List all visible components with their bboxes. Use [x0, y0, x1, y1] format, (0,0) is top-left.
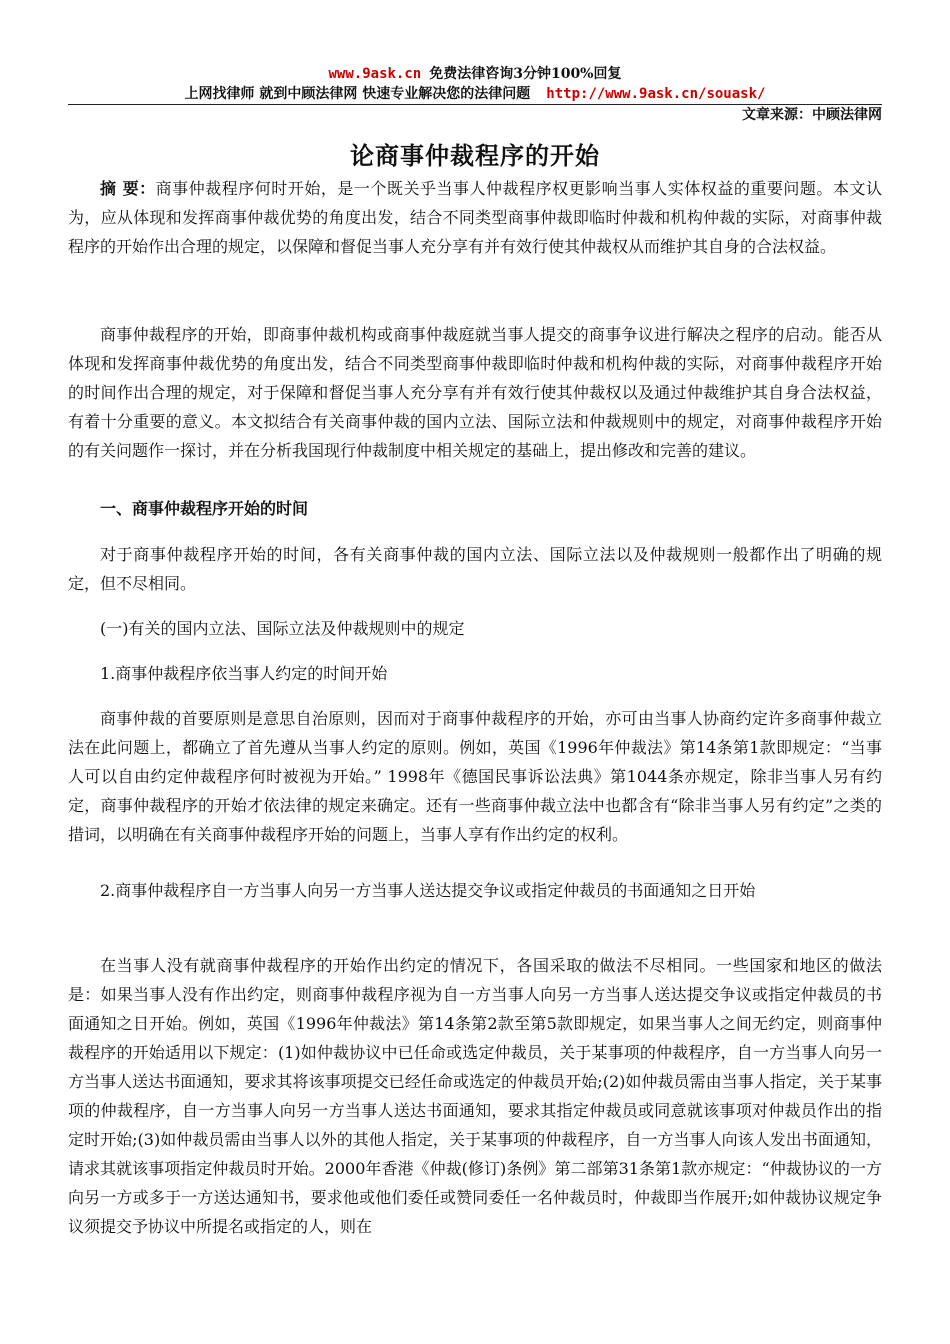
header-site-link[interactable]: www.9ask.cn	[328, 66, 422, 82]
header-promo-line	[0, 66, 950, 82]
header-slogan: 上网找律师 就到中顾法律网 快速专业解决您的法律问题	[184, 86, 531, 102]
abstract-label: 摘 要：	[100, 179, 156, 198]
item-1-paragraph: 商事仲裁的首要原则是意思自治原则，因而对于商事仲裁程序的开始，亦可由当事人协商约定许多商事仲裁立法在此问题上，都确立了首先遵从当事人约定的原则。例如，英国《1996年仲裁法》第14条第1款即规定：“当事人可以自由约定仲裁程序何时被视为开始。” 1998年《德国民事诉讼法典》第1044条亦规定，除非当事人另有约定，商事仲裁程序的开始才依法律的规定来确定。还有一些商事仲裁立法中也都含有“除非当事人另有约定”之类的措词，以明确在有关商事仲裁程序开始的问题上，当事人享有作出约定的权利。	[68, 709, 882, 844]
item-2-paragraph: 在当事人没有就商事仲裁程序的开始作出约定的情况下，各国采取的做法不尽相同。一些国家和地区的做法是：如果当事人没有作出约定，则商事仲裁程序视为自一方当事人向另一方当事人送达提交争议或指定仲裁员的书面通知之日开始。例如，英国《1996年仲裁法》第14条第2款至第5款即规定，如果当事人之间无约定，则商事仲裁程序的开始适用以下规定：(1)如仲裁协议中已任命或选定仲裁员，关于某事项的仲裁程序，自一方当事人向另一方当事人送达书面通知，要求其将该事项提交已经任命或选定的仲裁员开始;(2)如仲裁员需由当事人指定，关于某事项的仲裁程序，自一方当事人向另一方当事人送达书面通知，要求其指定仲裁员或同意就该事项对仲裁员作出的指定时开始;(3)如仲裁员需由当事人以外的其他人指定，关于某事项的仲裁程序，自一方当事人向该人发出书面通知，请求其就该事项指定仲裁员时开始。2000年香港《仲裁(修订)条例》第二部第31条第1款亦规定：“仲裁协议的一方向另一方或多于一方送达通知书，要求他或他们委任或赞同委任一名仲裁员时，仲裁即当作展开;如仲裁协议规定争议须提交予协议中所提名或指定的人，则在	[68, 956, 882, 1236]
header-divider	[68, 104, 882, 105]
item-1-heading: 1.商事仲裁程序依当事人约定的时间开始	[100, 664, 388, 683]
section-1-heading: 一、商事仲裁程序开始的时间	[100, 499, 309, 518]
header-url-link[interactable]: http://www.9ask.cn/souask/	[546, 86, 766, 102]
abstract-text: 商事仲裁程序何时开始，是一个既关乎当事人仲裁程序权更影响当事人实体权益的重要问题。本文认为，应从体现和发挥商事仲裁优势的角度出发，结合不同类型商事仲裁即临时仲裁和机构仲裁的实际，对商事仲裁程序的开始作出合理的规定，以保障和督促当事人充分享有并有效行使其仲裁权从而维护其自身的合法权益。	[68, 179, 882, 256]
article-source: 文章来源：中顾法律网	[742, 107, 882, 123]
abstract-paragraph	[68, 174, 882, 261]
section-1-intro-paragraph: 对于商事仲裁程序开始的时间，各有关商事仲裁的国内立法、国际立法以及仲裁规则一般都作出了明确的规定，但不尽相同。	[68, 545, 882, 593]
intro-paragraph: 商事仲裁程序的开始，即商事仲裁机构或商事仲裁庭就当事人提交的商事争议进行解决之程序的启动。能否从体现和发挥商事仲裁优势的角度出发，结合不同类型商事仲裁即临时仲裁和机构仲裁的实际，对商事仲裁程序开始的时间作出合理的规定，对于保障和督促当事人充分享有并有效行使其仲裁权以及通过仲裁维护其自身合法权益，有着十分重要的意义。本文拟结合有关商事仲裁的国内立法、国际立法和仲裁规则中的规定，对商事仲裁程序开始的有关问题作一探讨，并在分析我国现行仲裁制度中相关规定的基础上，提出修改和完善的建议。	[68, 325, 882, 460]
subsection-1-heading: (一)有关的国内立法、国际立法及仲裁规则中的规定	[100, 619, 465, 638]
header-slogan-line	[0, 86, 950, 102]
article-title: 论商事仲裁程序的开始	[350, 141, 600, 170]
item-2-heading: 2.商事仲裁程序自一方当事人向另一方当事人送达提交争议或指定仲裁员的书面通知之日开始	[100, 881, 756, 900]
header-promo-text: 免费法律咨询3分钟100%回复	[429, 66, 622, 82]
